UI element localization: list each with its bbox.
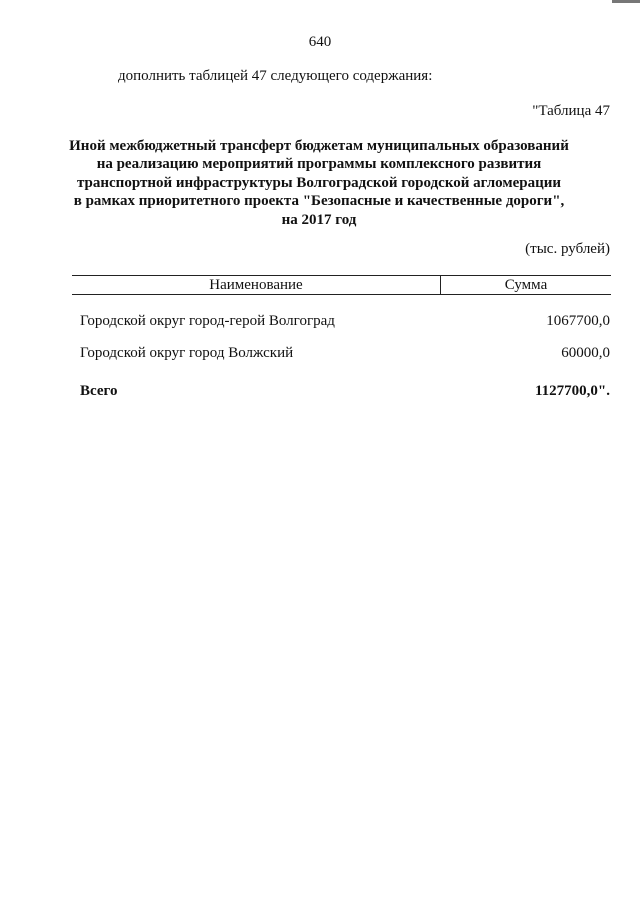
heading-line: Иной межбюджетный трансферт бюджетам муниципальных образований [69,138,569,154]
table-total-sum: 1127700,0". [535,383,610,399]
table-row-name: Городской округ город Волжский [80,345,294,361]
heading-line: на реализацию мероприятий программы комплексного развития [96,156,542,173]
heading-line: на 2017 год [281,211,357,228]
heading-line: в рамках приоритетного проекта "Безопасные и качественные дороги", [73,193,565,210]
table-row-sum: 60000,0 [561,345,610,361]
document-heading [40,137,598,229]
table-total-label: Всего [80,383,118,399]
column-header-name: Наименование [209,277,303,293]
table-label: "Таблица 47 [532,103,610,119]
heading-line: транспортной инфраструктуры Волгоградской городской агломерации [76,174,561,191]
table-row-sum: 1067700,0 [546,313,610,329]
scan-edge-mark [612,0,640,3]
column-header-sum: Сумма [504,277,548,293]
page-number: 640 [308,34,332,50]
table-row-name: Городской округ город-герой Волгоград [80,313,335,329]
units-label: (тыс. рублей) [525,241,610,257]
intro-text: дополнить таблицей 47 следующего содержания: [118,68,433,84]
table-top-rule [72,275,611,276]
table-header-bottom-rule [72,294,611,295]
